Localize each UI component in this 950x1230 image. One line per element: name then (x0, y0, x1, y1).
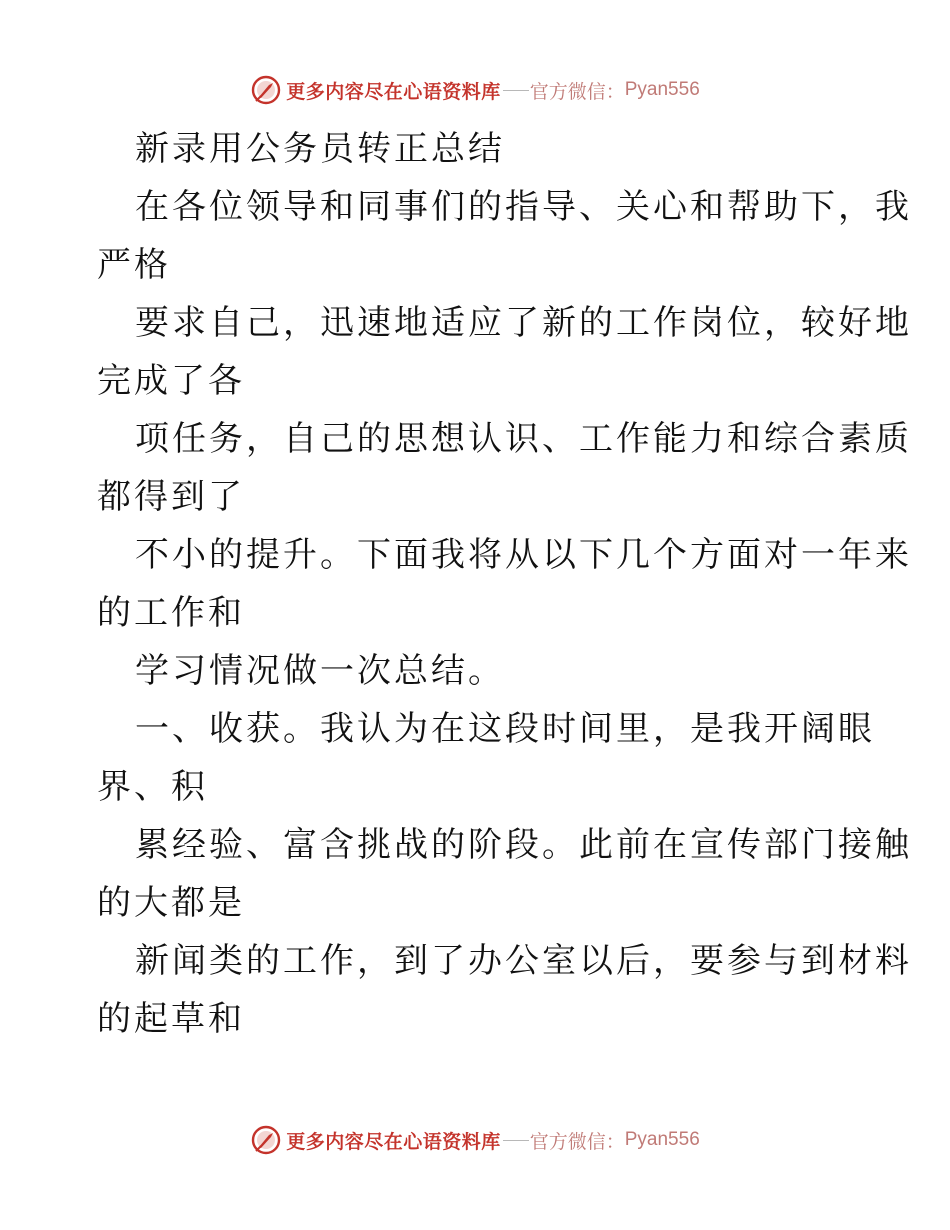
document-line: 累经验、富含挑战的阶段。此前在宣传部门接触 (135, 825, 912, 865)
document-line: 的大都是 (97, 883, 245, 923)
document-line: 学习情况做一次总结。 (135, 651, 505, 691)
document-line: 的起草和 (97, 999, 245, 1039)
document-line: 项任务，自己的思想认识、工作能力和综合素质 (135, 419, 912, 459)
document-line: 一、收获。我认为在这段时间里，是我开阔眼 (135, 709, 875, 749)
document-line: 都得到了 (97, 477, 245, 517)
footer-banner-text: 更多内容尽在心语资料库 (286, 1130, 501, 1153)
document-line: 不小的提升。下面我将从以下几个方面对一年来 (135, 535, 912, 575)
header-banner (0, 72, 950, 108)
header-wechat-label: 官方微信： (529, 80, 625, 103)
document-title: 新录用公务员转正总结 (135, 129, 505, 169)
pen-nib-seal-icon (250, 1124, 282, 1156)
document-line: 严格 (97, 245, 171, 285)
document-line: 在各位领导和同事们的指导、关心和帮助下，我 (135, 187, 912, 227)
header-banner-dash (503, 90, 529, 91)
document-line: 新闻类的工作，到了办公室以后，要参与到材料 (135, 941, 912, 981)
document-line: 界、积 (97, 767, 208, 807)
document-line: 的工作和 (97, 593, 245, 633)
document-line: 要求自己，迅速地适应了新的工作岗位，较好地 (135, 303, 912, 343)
footer-wechat-label: 官方微信： (529, 1130, 625, 1153)
footer-wechat-id: Pyan556 (624, 1129, 700, 1150)
footer-banner-dash (503, 1140, 529, 1141)
pen-nib-seal-icon (250, 74, 282, 106)
document-line: 完成了各 (97, 361, 245, 401)
document-body (97, 120, 912, 1048)
header-wechat-id: Pyan556 (624, 79, 700, 100)
header-banner-text: 更多内容尽在心语资料库 (286, 80, 501, 103)
footer-banner (0, 1122, 950, 1158)
